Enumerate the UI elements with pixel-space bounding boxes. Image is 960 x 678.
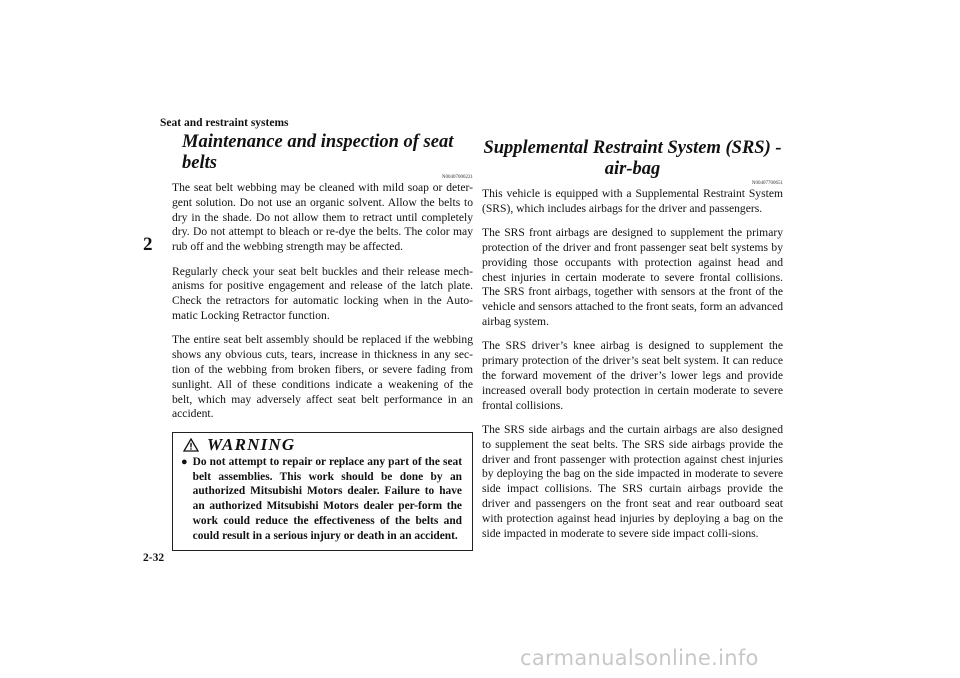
right-section-code: N00407700651 — [751, 181, 783, 186]
left-column — [172, 132, 473, 551]
left-paragraph: The seat belt webbing may be cleaned with mild soap or deter-gent solution. Do not use an organic solvent. Allow the belts to dry in the shade. Do not allow them to retract until completely dry. Do not attempt to bleach or re-dye the belts. The color may rub off and the webbing strength may be affected. — [172, 181, 473, 254]
right-paragraph: The SRS front airbags are designed to supplement the primary protection of the driver and front passenger seat belt systems by providing those occupants with protection against head and chest injuries in certain moderate to severe frontal collisions. The SRS front airbags, together with sensors at the front of the vehicle and sensors attached to the front seats, form an advanced airbag system. — [482, 226, 783, 328]
maintenance-heading: Maintenance and inspection of seat belts — [182, 132, 454, 173]
left-section-code: N00407000221 — [441, 175, 473, 180]
chapter-number: 2 — [143, 234, 153, 255]
srs-heading: Supplemental Restraint System (SRS) - air-bag — [483, 138, 782, 179]
section-header: Seat and restraint systems — [160, 117, 289, 129]
right-paragraph: The SRS driver’s knee airbag is designed to supplement the primary protection of the driver’s seat belt system. It can reduce the forward movement of the driver’s lower legs and provide increased overall body protection in certain moderate to severe frontal collisions. — [482, 339, 783, 412]
warning-title: WARNING — [207, 434, 296, 454]
right-column — [482, 138, 783, 551]
left-paragraph: Regularly check your seat belt buckles and their release mech-anisms for positive engagement and release of the latch plate. Check the retractors for automatic locking when in the Auto-matic Locking Retractor function. — [172, 264, 473, 322]
warning-header — [181, 435, 462, 455]
warning-triangle-icon — [183, 438, 199, 452]
bullet-icon: ● — [181, 455, 188, 468]
warning-text: Do not attempt to repair or replace any part of the seat belt assemblies. This work should be done by an authorized Mitsubishi Motors dealer. Failure to have an authorized Mitsubishi Motors dealer per-form the work could reduce the effectiveness of the belts and could result in a serious injury or death in an accident. — [192, 455, 462, 542]
right-paragraph: The SRS side airbags and the curtain airbags are also designed to supplement the seat belts. The SRS side airbags provide the driver and front passenger with protection against chest injuries by deploying the bag on the side impacted in moderate to severe side impact collisions. The SRS curtain airbags provide the driver and passengers on the front seat and rear outboard seat with protection against head injuries by deploying a bag on the side impacted in moderate to severe side impact colli-sions. — [482, 422, 783, 540]
right-paragraph: This vehicle is equipped with a Supplemental Restraint System (SRS), which includes airbags for the driver and passengers. — [482, 187, 783, 215]
warning-box — [172, 432, 473, 551]
watermark-text: carmanualsonline.info — [520, 646, 759, 670]
warning-item — [181, 455, 462, 544]
page-number: 2-32 — [143, 552, 165, 564]
left-paragraph: The entire seat belt assembly should be replaced if the webbing shows any obvious cuts, tears, increase in thickness in any sec-tion of the webbing from broken fibers, or severe fading from sunlight. All of these conditions indicate a weakening of the belt, which may adversely affect seat belt performance in an accident. — [172, 333, 473, 421]
